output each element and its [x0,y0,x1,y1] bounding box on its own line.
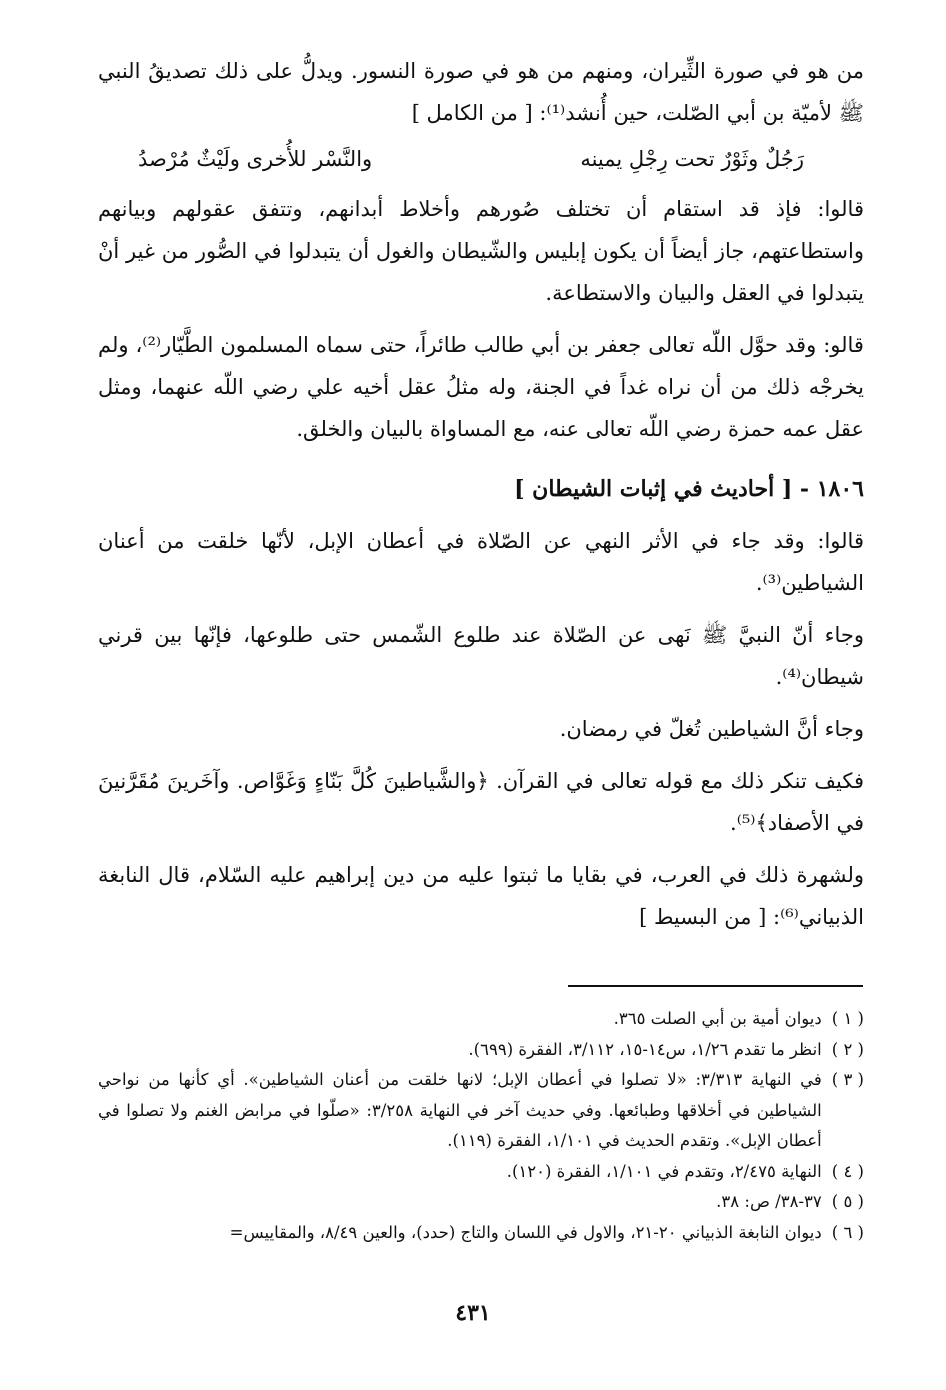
footnote-text: ديوان النابغة الذبياني ٢٠-٢١، والاول في اللسان والتاج (حدد)، والعين ٨/٤٩، والمقاييس= [229,1222,822,1242]
footnote-item [98,1035,864,1066]
paragraph-1: من هو في صورة الثِّيران، ومنهم من هو في صورة النسور. ويدلُّ على ذلك تصديقُ النبي ﷺ لأميّة بن أبي الصّلت، حين أُنشد⁽¹⁾: [ من الكامل ] [98,59,864,125]
footnote-text: انظر ما تقدم ١/٢٦، س١٤-١٥، ٣/١١٢، الفقرة (٦٩٩). [468,1039,822,1059]
paragraph-2: قالوا: فإذ قد استقام أن تختلف صُورهم وأخلاط أبدانهم، وتتفق عقولهم وبيانهم واستطاعتهم، جاز أيضاً أن يكون إبليس والشّيطان والغول أن يتبدلوا في الصُّور من غير أنْ يتبدلوا في العقل والبيان والاستطاعة. [98,197,864,305]
paragraph-6: وجاء أنَّ الشياطين تُغلّ في رمضان. [559,717,864,741]
verse-second-hemistich: والنَّسْر للأُخرى ولَيْثٌ مُرْصدُ [138,147,373,171]
footnote-item [98,1065,864,1157]
footnote-item [98,1157,864,1188]
main-text [98,50,864,938]
footnotes [98,1004,864,1248]
footnote-item [98,1187,864,1218]
paragraph-8: ولشهرة ذلك في العرب، في بقايا ما ثبتوا عليه من دين إبراهيم عليه السّلام، قال النابغة الذبياني⁽⁶⁾: [ من البسيط ] [98,863,864,929]
footnote-number: ( ٢ ) [831,1039,864,1059]
paragraph-4: قالوا: وقد جاء في الأثر النهي عن الصّلاة في أعطان الإبل، لأنّها خلقت من أعنان الشياطين⁽³⁾. [98,529,864,595]
footnote-number: ( ٤ ) [831,1161,864,1181]
footnote-number: ( ٦ ) [831,1222,864,1242]
footnote-text: ديوان أمية بن أبي الصلت ٣٦٥. [613,1009,822,1028]
footnote-number: ( ٣ ) [831,1070,864,1089]
footnote-item [98,1004,864,1035]
verse-first-hemistich: رَجُلٌ وثَوْرٌ تحت رِجْلِ يمينه [580,147,804,171]
footnote-number: ( ١ ) [831,1009,864,1028]
paragraph-5: وجاء أنّ النبيَّ ﷺ نَهى عن الصّلاة عند طلوع الشّمس حتى طلوعها، فإنّها بين قرني شيطان⁽⁴⁾. [98,623,864,689]
poem-verse [98,138,864,184]
footnote-text: ٣٧-٣٨/ ص: ٣٨. [716,1192,822,1211]
page-number: ٤٣١ [455,1300,491,1326]
footnote-divider [568,985,863,987]
paragraph-7: فكيف تنكر ذلك مع قوله تعالى في القرآن. ﴿والشَّياطينَ كُلَّ بَنّاءٍ وَغَوَّاص. وآخَرينَ مُقَرَّنينَ في الأصفاد﴾⁽⁵⁾. [98,769,864,835]
footnote-item [98,1218,864,1249]
footnote-text: النهاية ٢/٤٧٥، وتقدم في ١/١٠١، الفقرة (١٢٠). [506,1161,822,1181]
section-heading: ١٨٠٦ - [ أحاديث في إثبات الشيطان ] [514,476,864,502]
footnote-number: ( ٥ ) [831,1192,864,1211]
paragraph-3: قالو: وقد حوَّل اللّه تعالى جعفر بن أبي طالب طائراً، حتى سماه المسلمون الطَّيّار⁽²⁾، ولم يخرجْه ذلك من أن نراه غداً في الجنة، وله مثلُ عقل أخيه علي رضي اللّه عنهما، ومثل عقل عمه حمزة رضي اللّه تعالى عنه، مع المساواة بالبيان والخلق. [98,333,864,441]
footnote-text: في النهاية ٣/٣١٣: «لا تصلوا في أعطان الإبل؛ لانها خلقت من أعنان الشياطين». أي كأنها من نواحي الشياطين في أخلاقها وطبائعها. وفي حديث آخر في النهاية ٣/٢٥٨: «صلّوا في مرابض الغنم ولا تصلوا في أعطان الإبل». وتقدم الحديث في ١/١٠١، الفقرة (١١٩). [98,1070,822,1150]
